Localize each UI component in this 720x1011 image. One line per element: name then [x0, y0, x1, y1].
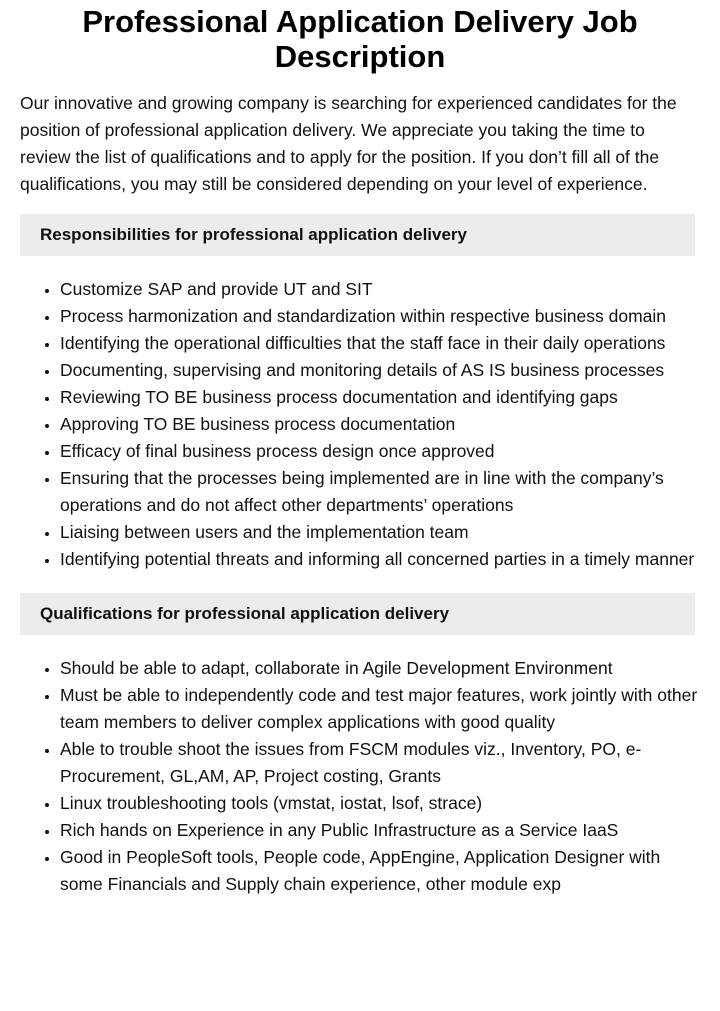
list-item: • Customize SAP and provide UT and SIT: [60, 276, 700, 303]
list-item: • Ensuring that the processes being implemented are in line with the company’s operations and do not affect other departments’ operations: [60, 465, 700, 519]
list-item: • Good in PeopleSoft tools, People code, AppEngine, Application Designer with some Financials and Supply chain experience, other module exp: [60, 844, 700, 898]
list-item: • Documenting, supervising and monitoring details of AS IS business processes: [60, 357, 700, 384]
list-item: • Process harmonization and standardization within respective business domain: [60, 303, 700, 330]
list-item: • Must be able to independently code and test major features, work jointly with other team members to deliver complex applications with good quality: [60, 682, 700, 736]
list-item: • Reviewing TO BE business process documentation and identifying gaps: [60, 384, 700, 411]
qualifications-list: [0, 655, 700, 898]
list-item: • Efficacy of final business process design once approved: [60, 438, 700, 465]
list-item: • Able to trouble shoot the issues from FSCM modules viz., Inventory, PO, e-Procurement, GL,AM, AP, Project costing, Grants: [60, 736, 700, 790]
list-item: • Approving TO BE business process documentation: [60, 411, 700, 438]
list-item: • Identifying potential threats and informing all concerned parties in a timely manner: [60, 546, 700, 573]
page-title: Professional Application Delivery Job Description: [82, 4, 638, 74]
responsibilities-heading: Responsibilities for professional application delivery: [20, 214, 695, 256]
list-item: • Liaising between users and the implementation team: [60, 519, 700, 546]
list-item: • Identifying the operational difficulties that the staff face in their daily operations: [60, 330, 700, 357]
intro-paragraph: Our innovative and growing company is searching for experienced candidates for the position of professional application delivery. We appreciate you taking the time to review the list of qualifications and to apply for the position. If you don’t fill all of the qualifications, you may still be considered depending on your level of experience.: [20, 93, 677, 194]
responsibilities-list: [0, 276, 700, 573]
list-item: • Rich hands on Experience in any Public Infrastructure as a Service IaaS: [60, 817, 700, 844]
list-item: • Linux troubleshooting tools (vmstat, iostat, lsof, strace): [60, 790, 700, 817]
list-item: • Should be able to adapt, collaborate in Agile Development Environment: [60, 655, 700, 682]
qualifications-heading: Qualifications for professional application delivery: [20, 593, 695, 635]
